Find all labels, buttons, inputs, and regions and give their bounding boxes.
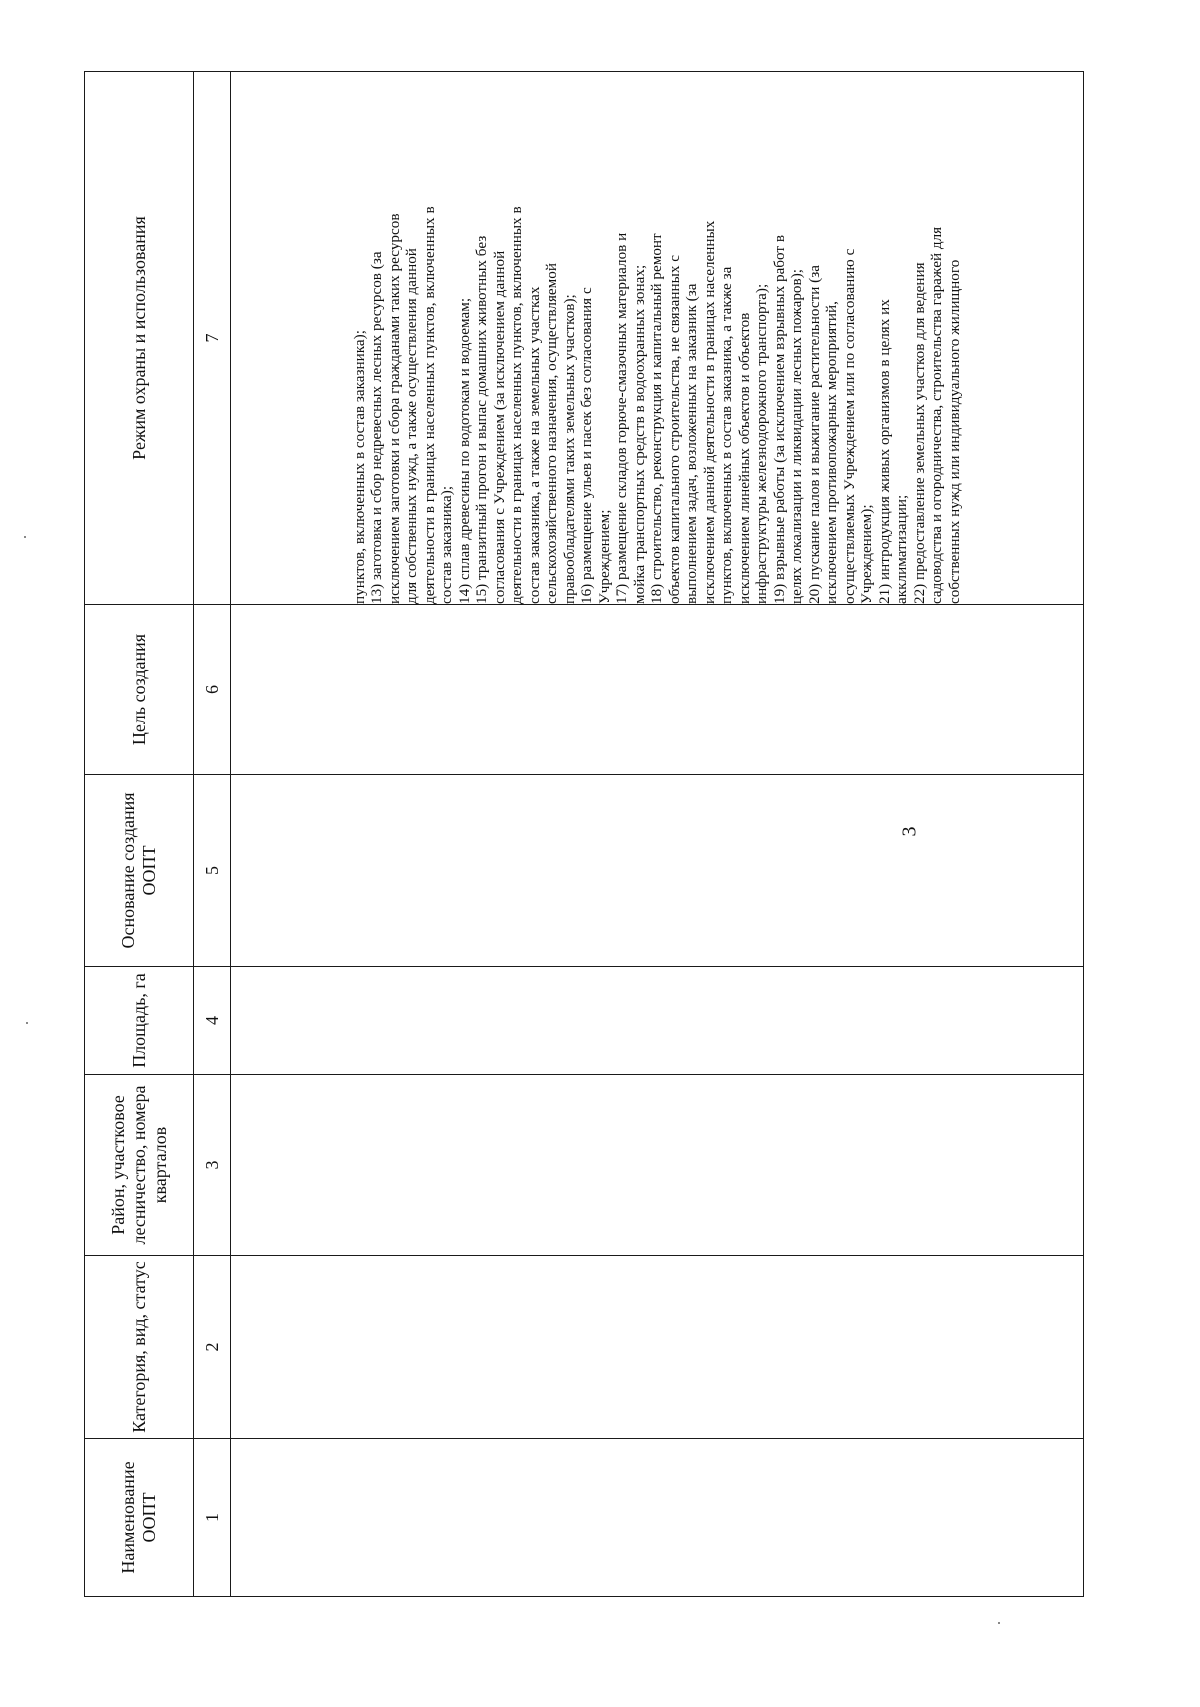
- regime-text-line: состав заказника, а также на земельных участках: [525, 286, 543, 604]
- regime-text-line: 22) предоставление земельных участков для ведения: [910, 262, 928, 604]
- regime-text-line: акклиматизации;: [893, 494, 911, 604]
- regime-text-line: 18) строительство, реконструкция и капитальный ремонт: [648, 233, 666, 604]
- column-number-6: 6: [194, 605, 231, 775]
- regime-text-line: деятельности в границах населенных пунктов, включенных в: [508, 206, 526, 604]
- regime-text-line: деятельности в границах населенных пунктов, включенных в: [420, 206, 438, 604]
- regime-text-line: 20) пускание палов и выжигание растительности (за: [805, 265, 823, 604]
- regime-text-line: собственных нужд или индивидуального жилищного: [945, 259, 963, 604]
- regime-text-line: мойка транспортных средств в водоохранных зонах;: [630, 264, 648, 604]
- regime-text-line: садоводства и огородничества, строительства гаражей для: [928, 226, 946, 604]
- regime-text-line: состав заказника);: [438, 485, 456, 604]
- regime-text-line: исключением заготовки и сбора гражданами таких ресурсов: [385, 213, 403, 604]
- regime-text-line: инфраструктуры железнодорожного транспорта);: [753, 283, 771, 604]
- content-row: [231, 72, 1084, 1597]
- regime-text-line: 14) сплав древесины по водотокам и водоемам;: [455, 297, 473, 604]
- column-number-row: [194, 72, 231, 1597]
- regime-text-line: 13) заготовка и сбор недревесных лесных ресурсов (за: [368, 251, 386, 604]
- regime-text-line: 17) размещение складов горюче-смазочных материалов и: [613, 232, 631, 604]
- regime-text-line: осуществляемых Учреждением или по согласованию с: [840, 248, 858, 604]
- column-number-3: 3: [194, 1075, 231, 1256]
- regime-text-line: Учреждением;: [595, 509, 613, 604]
- regime-text-line: 21) интродукция живых организмов в целях их: [875, 299, 893, 604]
- regime-text-line: сельскохозяйственного назначения, осуществляемой: [543, 263, 561, 604]
- regime-text-line: правообладателями таких земельных участков);: [560, 294, 578, 604]
- regime-text-line: 16) размещение ульев и пасек без согласования с: [578, 287, 596, 604]
- regime-text-line: пунктов, включенных в состав заказника, а также за: [718, 266, 736, 604]
- column-number-5: 5: [194, 775, 231, 967]
- regime-text-line: исключением противопожарных мероприятий,: [823, 301, 841, 604]
- header-regime: Режим охраны и использования: [85, 72, 194, 605]
- cell-name: [231, 1439, 1084, 1597]
- column-number-7: 7: [194, 72, 231, 605]
- cell-area: [231, 967, 1084, 1075]
- column-number-4: 4: [194, 967, 231, 1075]
- header-district: Район, участковое лесничество, номера кварталов: [85, 1075, 194, 1256]
- regime-text-line: исключением линейных объектов и объектов: [735, 312, 753, 604]
- scan-speck: [26, 1022, 28, 1024]
- oopt-table: [84, 71, 1084, 1597]
- header-purpose: Цель создания: [85, 605, 194, 775]
- regime-text-line: Учреждением);: [858, 504, 876, 604]
- scan-speck: [24, 536, 26, 538]
- column-number-1: 1: [194, 1439, 231, 1597]
- regime-text-line: 19) взрывные работы (за исключением взрывных работ в: [770, 234, 788, 604]
- regime-text-line: согласования с Учреждением (за исключением данной: [490, 250, 508, 604]
- header-name: Наименование ООПТ: [85, 1439, 194, 1597]
- header-area: Площадь, га: [85, 967, 194, 1075]
- regime-text-line: пунктов, включенных в состав заказника);: [350, 330, 368, 604]
- regime-text-line: целях локализации и ликвидации лесных пожаров);: [788, 269, 806, 604]
- regime-text-line: 15) транзитный прогон и выпас домашних животных без: [473, 235, 491, 604]
- cell-purpose: [231, 605, 1084, 775]
- header-category: Категория, вид, статус: [85, 1256, 194, 1439]
- regime-text-line: исключением данной деятельности в границах населенных: [700, 220, 718, 604]
- header-basis: Основание создания ООПТ: [85, 775, 194, 967]
- header-row: [85, 72, 194, 1597]
- regime-text-line: для собственных нужд, а также осуществления данной: [403, 248, 421, 604]
- cell-district: [231, 1075, 1084, 1256]
- cell-regime-text: [231, 72, 1084, 605]
- cell-category: [231, 1256, 1084, 1439]
- regime-text-line: объектов капитального строительства, не связанных с: [665, 255, 683, 604]
- scan-speck: [998, 1622, 1000, 1624]
- rotated-table-frame: [84, 72, 1084, 1597]
- regime-text-line: выполнением задач, возложенных на заказник (за: [683, 283, 701, 604]
- page-number: 3: [898, 826, 921, 837]
- cell-basis: [231, 775, 1084, 967]
- column-number-2: 2: [194, 1256, 231, 1439]
